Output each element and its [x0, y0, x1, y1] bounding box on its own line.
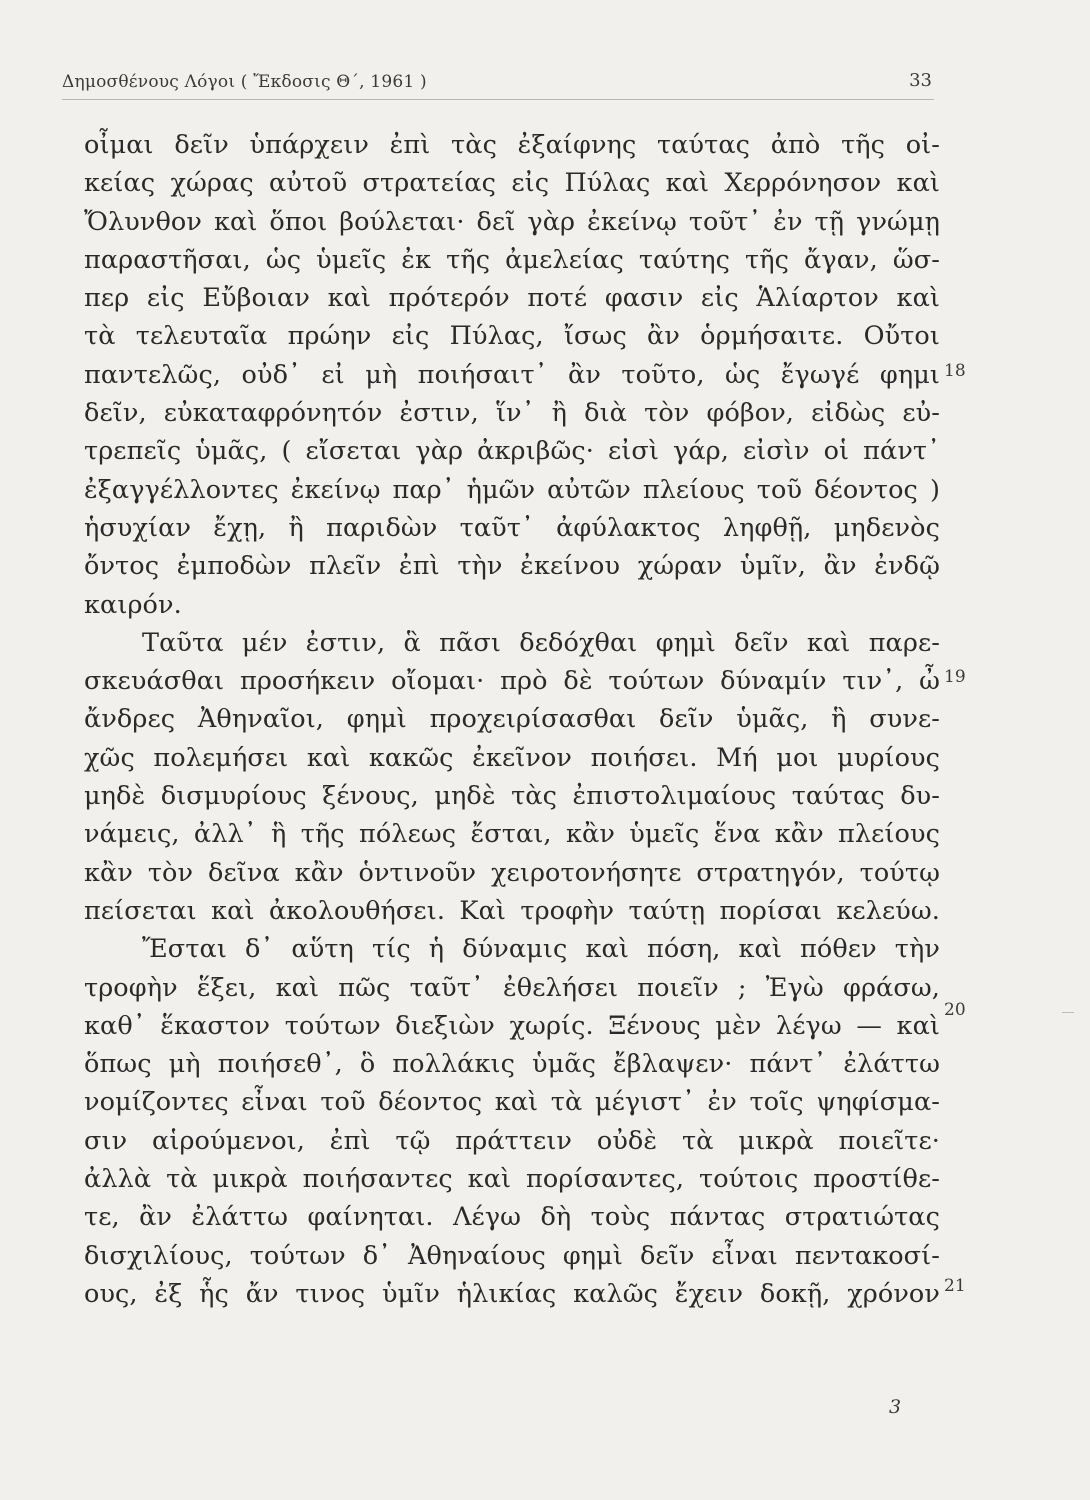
section-number: 18: [944, 361, 966, 381]
margin-mark: [1062, 1012, 1074, 1013]
text-line: νομίζοντες εἶναι τοῦ δέοντος καὶ τὰ μέγιστ᾽ ἐν τοῖς ψηφίσμα-: [84, 1087, 940, 1118]
text-line: καιρόν.: [84, 589, 182, 620]
text-line: ἀλλὰ τὰ μικρὰ ποιήσαντες καὶ πορίσαντες, τούτοις προστίθε-: [84, 1164, 940, 1195]
text-line: ὅπως μὴ ποιήσεθ᾽, ὃ πολλάκις ὑμᾶς ἔβλαψεν· πάντ᾽ ἐλάττω: [84, 1049, 940, 1080]
text-line: παραστῆσαι, ὡς ὑμεῖς ἐκ τῆς ἀμελείας ταύτης τῆς ἄγαν, ὥσ-: [84, 244, 940, 275]
text-line: Ὄλυνθον καὶ ὅποι βούλεται· δεῖ γὰρ ἐκείνῳ τοῦτ᾽ ἐν τῇ γνώμῃ: [84, 206, 940, 237]
text-line: δεῖν, εὐκαταφρόνητόν ἐστιν, ἵν᾽ ἢ διὰ τὸν φόβον, εἰδὼς εὐ-: [84, 398, 940, 429]
section-number: 19: [944, 667, 966, 687]
text-line: περ εἰς Εὔβοιαν καὶ πρότερόν ποτέ φασιν εἰς Ἁλίαρτον καὶ: [84, 283, 940, 314]
text-line: καθ᾽ ἕκαστον τούτων διεξιὼν χωρίς. Ξένους μὲν λέγω — καὶ: [84, 1010, 940, 1041]
text-line: ἐξαγγέλλοντες ἐκείνῳ παρ᾽ ἡμῶν αὐτῶν πλείους τοῦ δέοντος ): [84, 474, 940, 505]
text-line: Ἔσται δ᾽ αὕτη τίς ἡ δύναμις καὶ πόση, καὶ πόθεν τὴν: [142, 934, 940, 965]
text-line: παντελῶς, οὐδ᾽ εἰ μὴ ποιήσαιτ᾽ ἂν τοῦτο, ὡς ἔγωγέ φημι: [84, 359, 940, 390]
text-line: σιν αἱρούμενοι, ἐπὶ τῷ πράττειν οὐδὲ τὰ μικρὰ ποιεῖτε·: [84, 1125, 940, 1156]
text-line: ἡσυχίαν ἔχῃ, ἢ παριδὼν ταῦτ᾽ ἀφύλακτος ληφθῇ, μηδενὸς: [84, 512, 940, 543]
text-line: νάμεις, ἀλλ᾽ ἣ τῆς πόλεως ἔσται, κἂν ὑμεῖς ἕνα κἂν πλείους: [84, 819, 940, 850]
page-number: 33: [909, 70, 932, 91]
text-line: σκευάσθαι προσήκειν οἴομαι· πρὸ δὲ τούτων δύναμίν τιν᾽, ὦ: [84, 666, 940, 697]
running-head: Δημοσθένους Λόγοι ( Ἔκδοσις Θ΄, 1961 ): [62, 72, 427, 92]
text-line: τρεπεῖς ὑμᾶς, ( εἴσεται γὰρ ἀκριβῶς· εἰσὶ γάρ, εἰσὶν οἱ πάντ᾽: [84, 436, 940, 467]
text-line: τὰ τελευταῖα πρώην εἰς Πύλας, ἴσως ἂν ὁρμήσαιτε. Οὔτοι: [84, 321, 940, 352]
text-line: τε, ἂν ἐλάττω φαίνηται. Λέγω δὴ τοὺς πάντας στρατιώτας: [84, 1202, 940, 1233]
text-line: ἄνδρες Ἀθηναῖοι, φημὶ προχειρίσασθαι δεῖν ὑμᾶς, ἣ συνε-: [84, 704, 940, 735]
text-line: μηδὲ δισμυρίους ξένους, μηδὲ τὰς ἐπιστολιμαίους ταύτας δυ-: [84, 781, 940, 812]
body-text: [84, 126, 940, 1313]
text-line: τροφὴν ἕξει, καὶ πῶς ταῦτ᾽ ἐθελήσει ποιεῖν ; Ἐγὼ φράσω,: [84, 972, 940, 1003]
section-number: 20: [944, 1000, 966, 1020]
text-line: πείσεται καὶ ἀκολουθήσει. Καὶ τροφὴν ταύτῃ πορίσαι κελεύω.: [84, 895, 940, 926]
signature-mark: 3: [889, 1396, 902, 1418]
section-number: 21: [944, 1276, 966, 1296]
text-line: δισχιλίους, τούτων δ᾽ Ἀθηναίους φημὶ δεῖν εἶναι πεντακοσί-: [84, 1240, 940, 1271]
text-line: χῶς πολεμήσει καὶ κακῶς ἐκεῖνον ποιήσει. Μή μοι μυρίους: [84, 742, 940, 773]
text-line: οἶμαι δεῖν ὑπάρχειν ἐπὶ τὰς ἐξαίφνης ταύτας ἀπὸ τῆς οἰ-: [84, 130, 940, 160]
text-line: κείας χώρας αὐτοῦ στρατείας εἰς Πύλας καὶ Χερρόνησον καὶ: [84, 168, 940, 199]
text-line: Ταῦτα μέν ἐστιν, ἃ πᾶσι δεδόχθαι φημὶ δεῖν καὶ παρε-: [142, 627, 940, 658]
text-line: κἂν τὸν δεῖνα κἂν ὁντινοῦν χειροτονήσητε στρατηγόν, τούτῳ: [84, 857, 940, 888]
header-rule: [62, 99, 934, 100]
text-line: ὄντος ἐμποδὼν πλεῖν ἐπὶ τὴν ἐκείνου χώραν ὑμῖν, ἂν ἐνδῷ: [84, 551, 940, 582]
text-line: ους, ἐξ ἧς ἄν τινος ὑμῖν ἡλικίας καλῶς ἔχειν δοκῇ, χρόνον: [84, 1278, 940, 1309]
